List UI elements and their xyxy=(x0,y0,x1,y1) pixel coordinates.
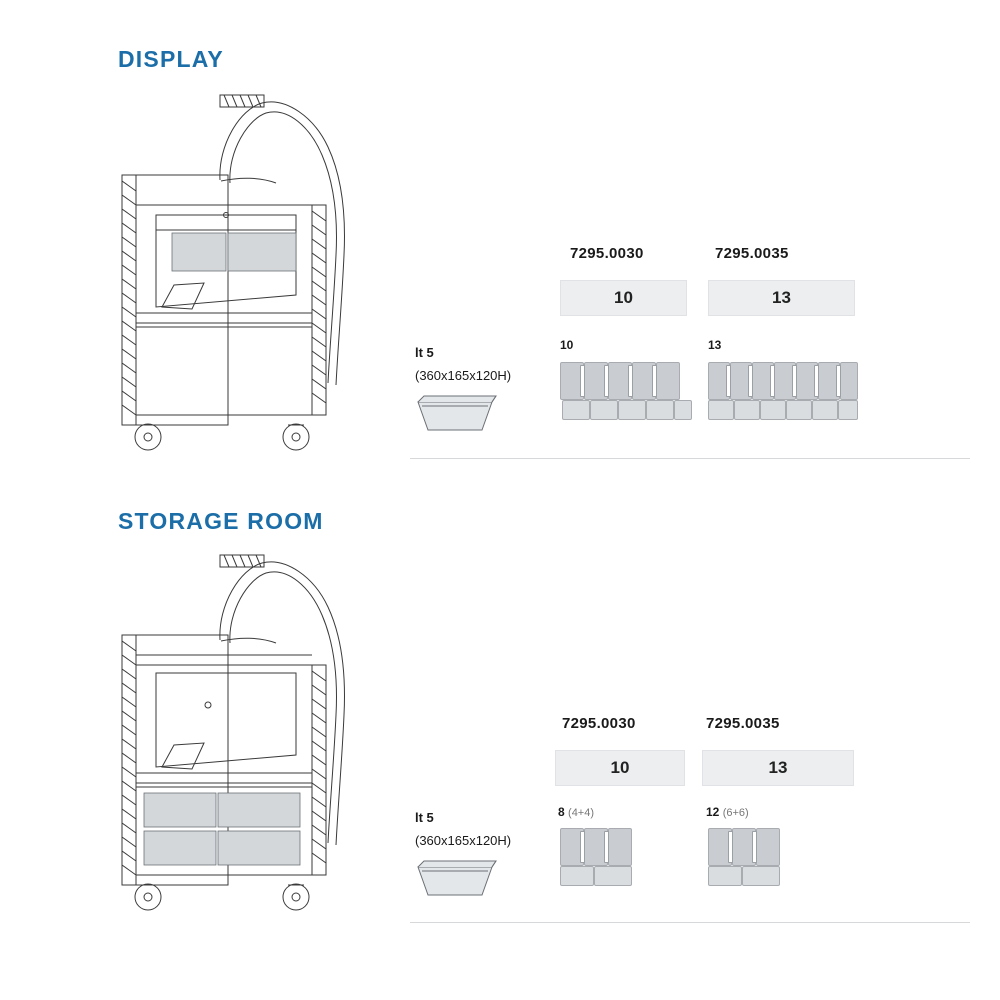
pan-divider xyxy=(748,365,753,397)
pan-layout-0-storage xyxy=(560,828,650,908)
pan-cell xyxy=(708,866,742,886)
pan-cell xyxy=(590,400,618,420)
pan-divider xyxy=(792,365,797,397)
qty-number-1-storage: 12 xyxy=(706,805,720,819)
pan-layout-0-display xyxy=(560,362,690,442)
count-box-0-display: 10 xyxy=(560,280,687,316)
pan-cell xyxy=(674,400,692,420)
pan-label-display: lt 5 xyxy=(415,345,434,360)
qty-label-0-display xyxy=(560,338,573,352)
pan-layout-1-storage xyxy=(708,828,798,908)
pan-tray-icon-storage xyxy=(412,855,498,903)
pan-cell xyxy=(618,400,646,420)
count-box-1-display: 13 xyxy=(708,280,855,316)
pan-cell xyxy=(560,866,594,886)
pan-cell xyxy=(742,866,780,886)
spec-panel-display xyxy=(410,230,970,480)
pan-divider xyxy=(752,831,757,863)
code-header-1-display: 7295.0035 xyxy=(715,245,789,262)
spec-panel-storage xyxy=(410,700,970,940)
qty-number-1-display: 13 xyxy=(708,338,722,352)
pan-cell xyxy=(840,362,858,400)
pan-cell xyxy=(656,362,680,400)
qty-sub-0-storage: (4+4) xyxy=(568,807,595,819)
pan-divider xyxy=(604,365,609,397)
cabinet-drawing-display xyxy=(100,85,380,475)
pan-cell xyxy=(760,400,786,420)
qty-label-0-storage xyxy=(558,805,594,819)
qty-number-0-storage: 8 xyxy=(558,805,565,819)
pan-dims-storage: (360x165x120H) xyxy=(415,833,512,848)
pan-divider xyxy=(726,365,731,397)
pan-cell xyxy=(646,400,674,420)
pan-divider xyxy=(814,365,819,397)
pan-divider xyxy=(836,365,841,397)
pan-cell xyxy=(734,400,760,420)
pan-cell xyxy=(786,400,812,420)
section-title-display: DISPLAY xyxy=(118,46,224,72)
code-header-0-display: 7295.0030 xyxy=(570,245,644,262)
pan-cell xyxy=(594,866,632,886)
qty-label-1-storage xyxy=(706,805,749,819)
count-box-1-storage: 13 xyxy=(702,750,854,786)
pan-cell xyxy=(756,828,780,866)
pan-cell xyxy=(812,400,838,420)
pan-tray-icon-display xyxy=(412,390,498,438)
pan-cell xyxy=(838,400,858,420)
qty-label-1-display xyxy=(708,338,721,352)
pan-divider xyxy=(770,365,775,397)
qty-sub-1-storage: (6+6) xyxy=(722,807,749,819)
section-title-storage: STORAGE ROOM xyxy=(118,508,324,534)
pan-divider xyxy=(728,831,733,863)
pan-dims-display: (360x165x120H) xyxy=(415,368,512,383)
section-divider-display xyxy=(410,458,970,459)
section-storage-room xyxy=(0,470,1000,970)
code-header-0-storage: 7295.0030 xyxy=(562,715,636,732)
pan-divider xyxy=(652,365,657,397)
pan-cell xyxy=(562,400,590,420)
pan-cell xyxy=(708,400,734,420)
pan-cell xyxy=(608,828,632,866)
cabinet-drawing-storage xyxy=(100,545,380,935)
qty-number-0-display: 10 xyxy=(560,338,574,352)
count-box-0-storage: 10 xyxy=(555,750,685,786)
pan-divider xyxy=(580,365,585,397)
pan-divider xyxy=(604,831,609,863)
pan-divider xyxy=(628,365,633,397)
pan-divider xyxy=(580,831,585,863)
section-divider-storage xyxy=(410,922,970,923)
pan-label-storage: lt 5 xyxy=(415,810,434,825)
code-header-1-storage: 7295.0035 xyxy=(706,715,780,732)
pan-layout-1-display xyxy=(708,362,858,442)
